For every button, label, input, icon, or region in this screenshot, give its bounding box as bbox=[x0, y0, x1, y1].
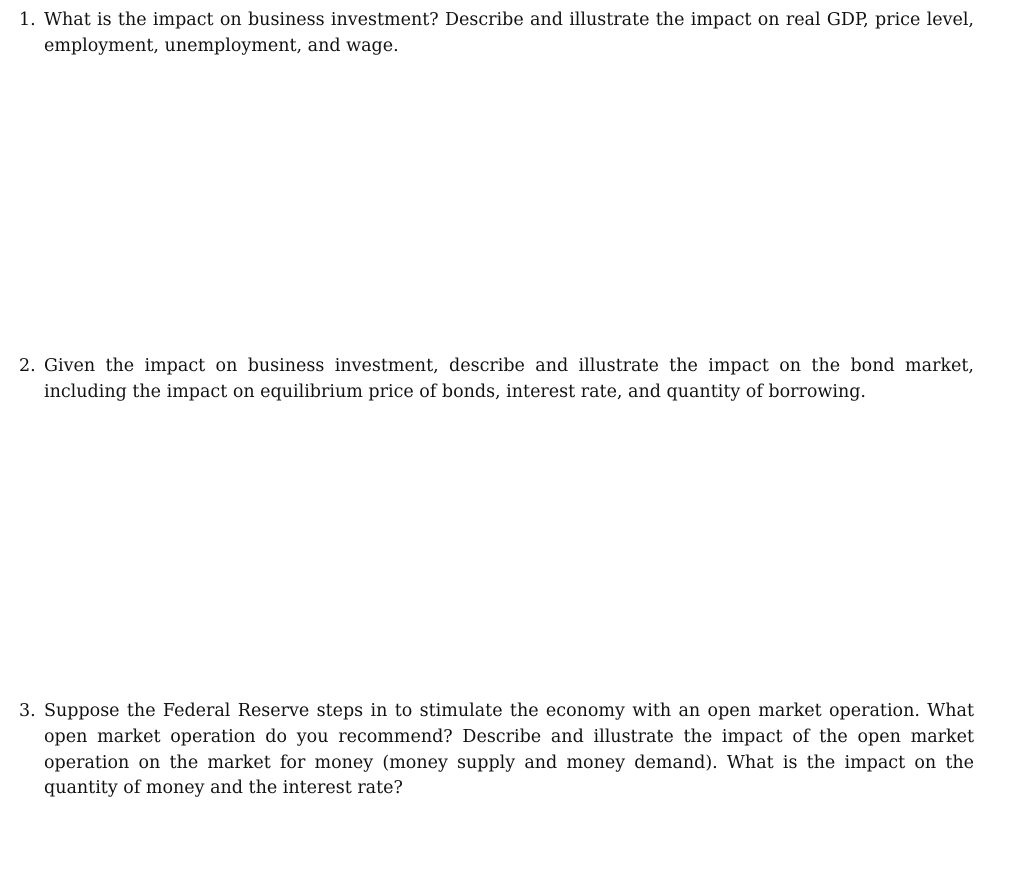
question-number: 1. bbox=[19, 10, 36, 30]
question-text: Suppose the Federal Reserve steps in to stimulate the economy with an open market operation. What open market operation do you recommend? Describe and illustrate the impact of the open market operation on the market for money (money supply and money demand). What is the impact on the quantity of money and the interest rate? bbox=[44, 701, 974, 799]
question-text: Given the impact on business investment, describe and illustrate the impact on the bond market, including the impact on equilibrium price of bonds, interest rate, and quantity of borrowing. bbox=[44, 356, 974, 402]
question-text: What is the impact on business investment? Describe and illustrate the impact on real GDP, price level, employment, unemployment, and wage. bbox=[44, 10, 974, 56]
question-2 bbox=[19, 354, 974, 406]
question-number: 3. bbox=[19, 701, 36, 721]
question-1 bbox=[19, 8, 974, 60]
question-3 bbox=[19, 699, 974, 802]
question-number: 2. bbox=[19, 356, 36, 376]
